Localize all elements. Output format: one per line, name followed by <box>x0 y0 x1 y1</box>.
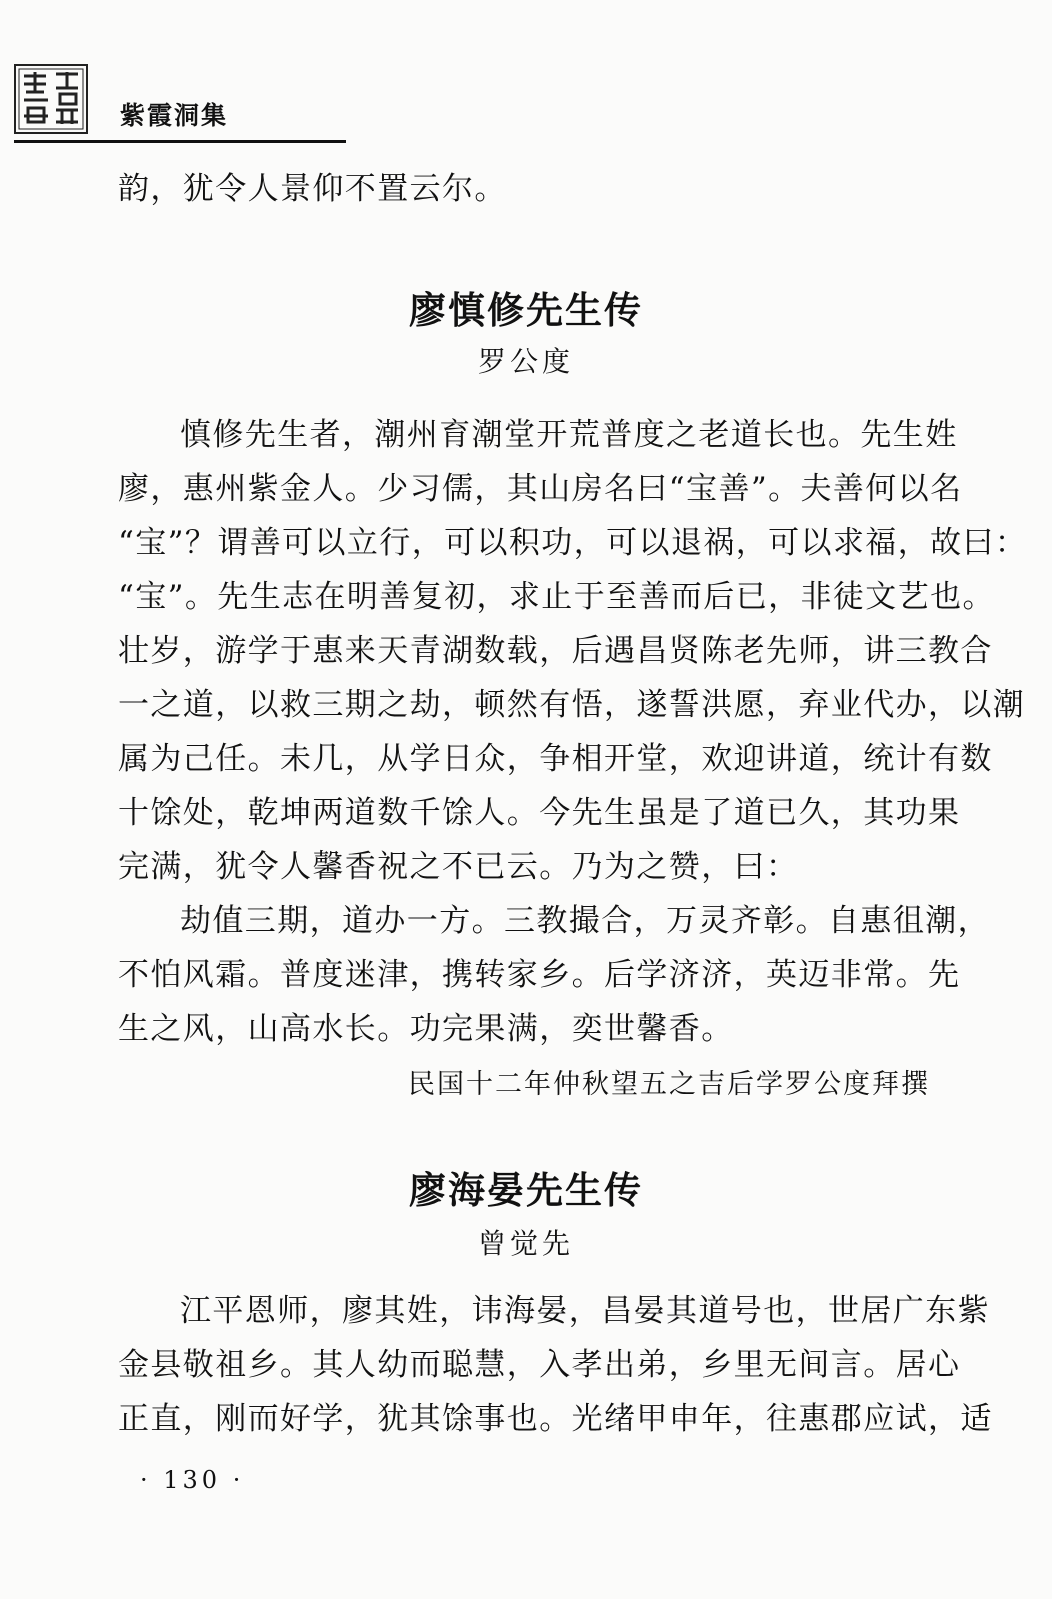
paragraph-line: 壮岁，游学于惠来天青湖数载，后遇昌贤陈老先师，讲三教合 <box>118 633 993 669</box>
running-header <box>14 60 346 146</box>
signature-line: 民国十二年仲秋望五之吉后学罗公度拜撰 <box>408 1069 930 1100</box>
paragraph-line: 属为己任。未几，从学日众，争相开堂，欢迎讲道，统计有数 <box>118 741 993 777</box>
section-title: 廖海晏先生传 <box>409 1168 643 1212</box>
eulogy-line: 劫值三期，道办一方。三教撮合，万灵齐彰。自惠徂潮， <box>180 903 990 939</box>
carryover-line: 韵，犹令人景仰不置云尔。 <box>118 171 507 207</box>
section-author: 曾觉先 <box>477 1227 574 1260</box>
paragraph-line: 慎修先生者，潮州育潮堂开荒普度之老道长也。先生姓 <box>180 417 958 453</box>
eulogy-line: 生之风，山高水长。功完果满，奕世馨香。 <box>118 1011 734 1047</box>
paragraph-line: 江平恩师，廖其姓，讳海晏，昌晏其道号也，世居广东紫 <box>180 1293 990 1329</box>
page-number: · 130 · <box>140 1466 245 1494</box>
seal-logo <box>14 64 88 134</box>
paragraph-line: 一之道，以救三期之劫，顿然有悟，遂誓洪愿，弃业代办，以潮 <box>118 687 1026 723</box>
paragraph-line: 金县敬祖乡。其人幼而聪慧，入孝出弟，乡里无间言。居心 <box>118 1347 961 1383</box>
section-title: 廖慎修先生传 <box>409 288 643 332</box>
paragraph-line: 完满，犹令人馨香祝之不已云。乃为之赞，曰： <box>118 849 799 885</box>
paragraph-line: “宝”？谓善可以立行，可以积功，可以退祸，可以求福，故曰： <box>118 525 1028 561</box>
paragraph-line: “宝”。先生志在明善复初，求止于至善而后已，非徒文艺也。 <box>118 579 995 615</box>
paragraph-line: 十馀处，乾坤两道数千馀人。今先生虽是了道已久，其功果 <box>118 795 961 831</box>
section-author: 罗公度 <box>477 345 574 378</box>
paragraph-line: 廖，惠州紫金人。少习儒，其山房名曰“宝善”。夫善何以名 <box>118 471 963 507</box>
eulogy-line: 不怕风霜。普度迷津，携转家乡。后学济济，英迈非常。先 <box>118 957 961 993</box>
book-title: 紫霞洞集 <box>120 101 229 130</box>
header-divider <box>14 140 346 143</box>
paragraph-line: 正直，刚而好学，犹其馀事也。光绪甲申年，往惠郡应试，适 <box>118 1401 993 1437</box>
